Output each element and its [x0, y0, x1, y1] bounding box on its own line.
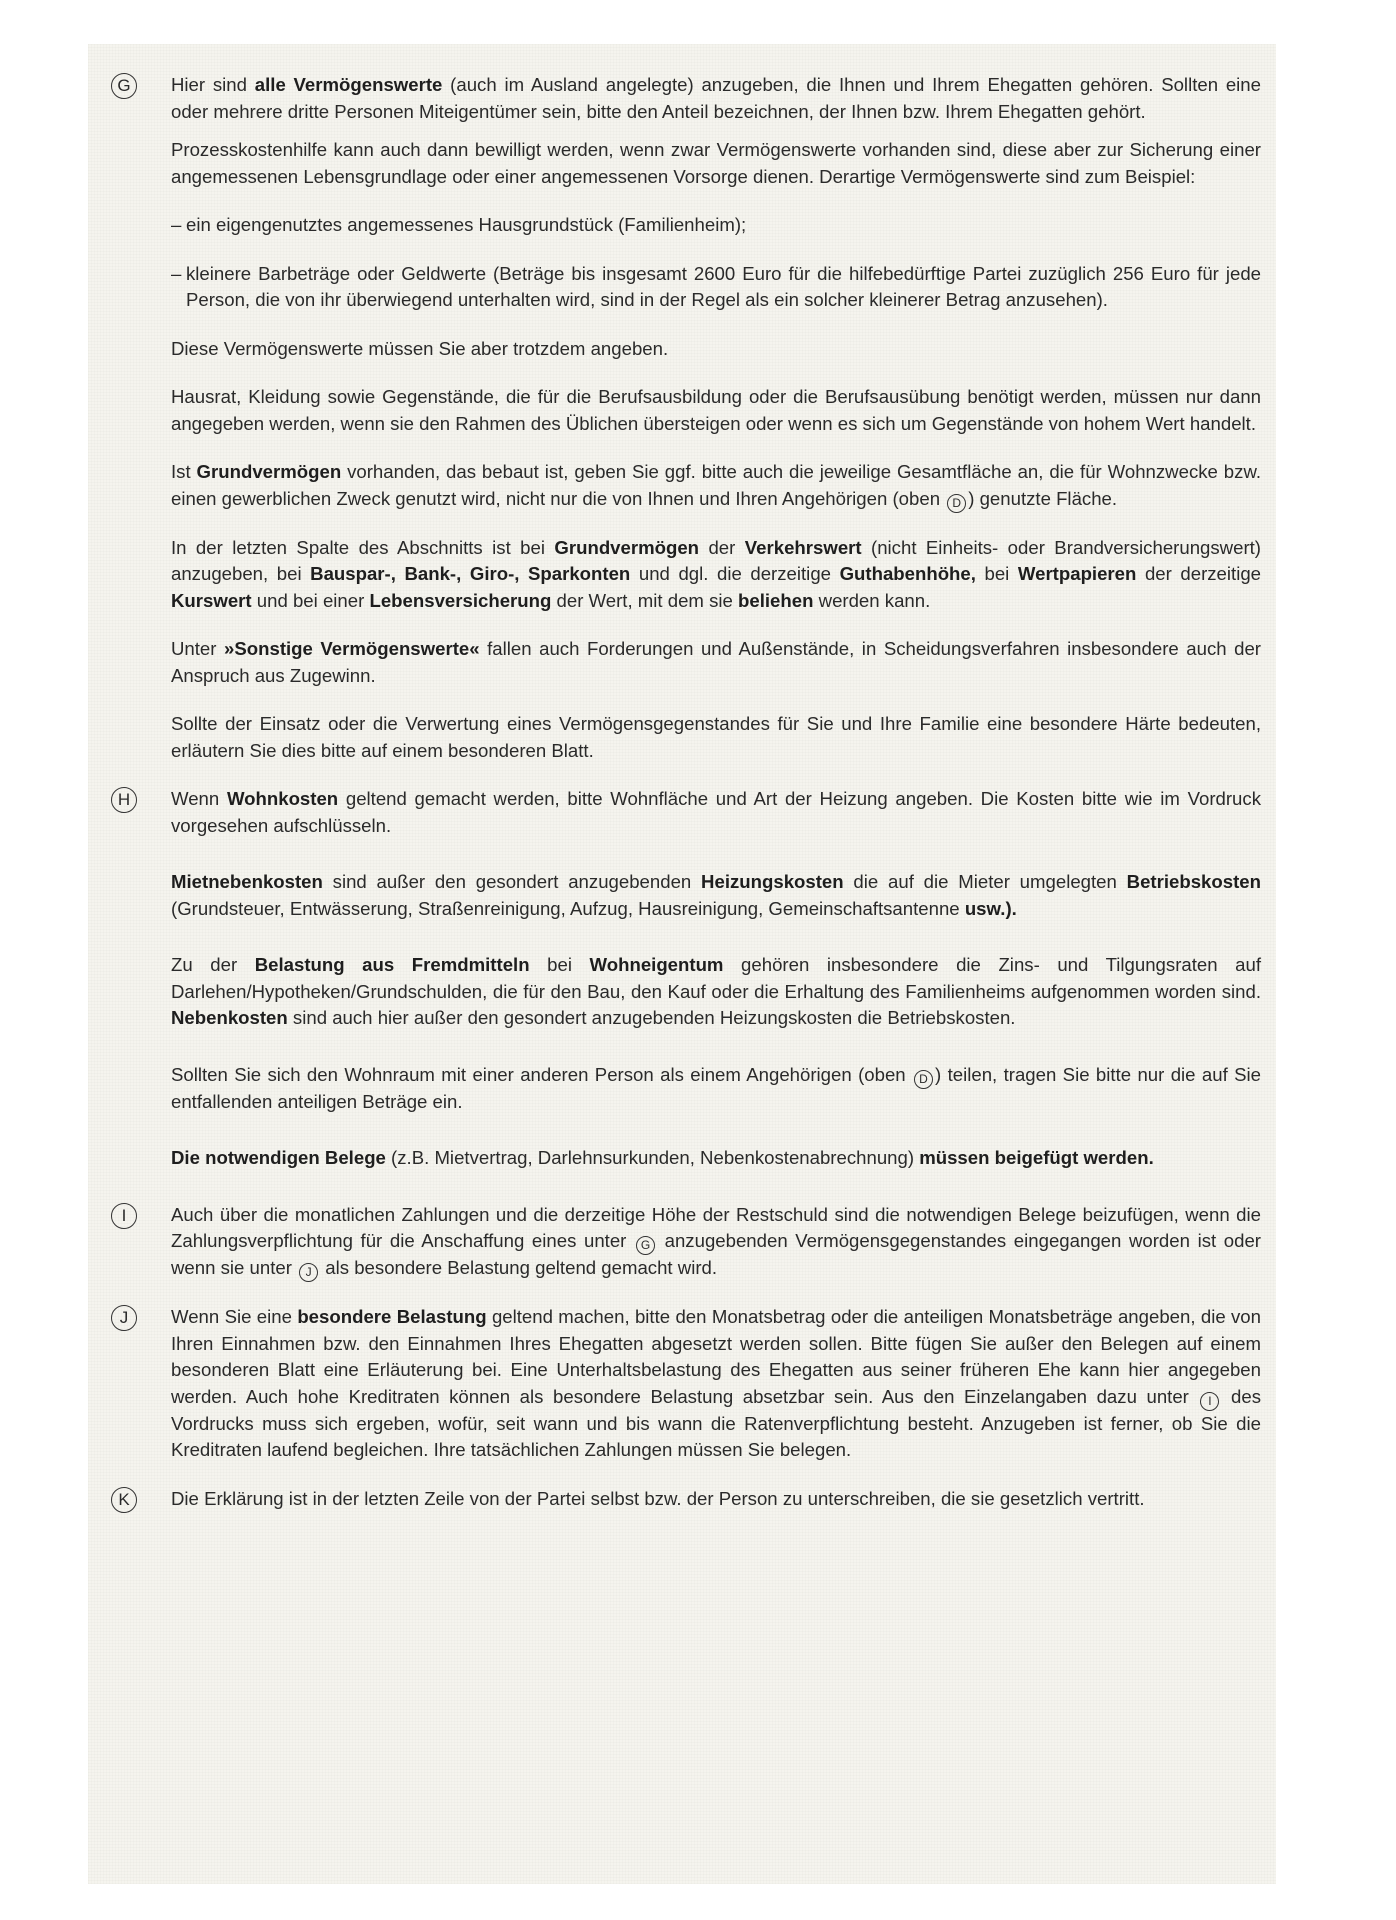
paragraph: Prozesskostenhilfe kann auch dann bewilligt werden, wenn zwar Vermögenswerte vorhanden sind, diese aber zur Sicherung einer angemessenen Lebensgrundlage oder einer angemessenen Vorsorge dienen. Derartige Vermögenswerte sind zum Beispiel:: [171, 139, 1261, 187]
paragraph: Hausrat, Kleidung sowie Gegenstände, die für die Berufsausbildung oder die Berufsausübung benötigt werden, müssen nur dann angegeben werden, wenn sie den Rahmen des Üblichen übersteigen oder wenn es sich um Gegenstände von hohem Wert handelt.: [171, 386, 1261, 434]
section-h: [111, 786, 1261, 1172]
section-ref-i: I: [1200, 1392, 1219, 1411]
section-marker-h: H: [111, 787, 137, 813]
paragraph: Die Erklärung ist in der letzten Zeile von der Partei selbst bzw. der Person zu unterschreiben, die sie gesetzlich vertritt.: [171, 1487, 1145, 1509]
paragraph: Sollte der Einsatz oder die Verwertung eines Vermögensgegenstandes für Sie und Ihre Familie eine besondere Härte bedeuten, erläutern Sie dies bitte auf einem besonderen Blatt.: [171, 713, 1261, 761]
section-i: [111, 1202, 1261, 1283]
section-marker-i: I: [111, 1203, 137, 1229]
paragraph: Sollten Sie sich den Wohnraum mit einer anderen Person als einem Angehörigen (oben D ) teilen, tragen Sie bitte nur die auf Sie entfallenden anteiligen Beträge ein.: [171, 1063, 1261, 1112]
section-marker-k: K: [111, 1487, 137, 1513]
paragraph: Diese Vermögenswerte müssen Sie aber trotzdem angeben.: [171, 337, 669, 359]
paragraph: Hier sind alle Vermögenswerte (auch im Ausland angelegte) anzugeben, die Ihnen und Ihrem Ehegatten gehören. Sollten eine oder mehrere dritte Personen Miteigentümer sein, bitte den Anteil bezeichnen, der Ihnen bzw. Ihrem Ehegatten gehört.: [171, 74, 1261, 122]
dash-bullet: –: [171, 262, 182, 284]
section-g: [111, 72, 1261, 764]
list-item: – kleinere Barbeträge oder Geldwerte (Beträge bis insgesamt 2600 Euro für die hilfebedürftige Partei zuzüglich 256 Euro für jede Person, die von ihr überwiegend unterhalten wird, sind in der Regel als ein solcher kleinerer Betrag anzusehen).: [171, 262, 1261, 310]
section-ref-g: G: [636, 1236, 655, 1255]
paragraph: Zu der Belastung aus Fremdmitteln bei Wohneigentum gehören insbesondere die Zins- und Tilgungsraten auf Darlehen/Hypotheken/Grundschulden, die für den Bau, den Kauf oder die Erhaltung des Familienheims aufgenommen worden sind. Nebenkosten sind auch hier außer den gesondert anzugebenden Heizungskosten die Betriebskosten.: [171, 954, 1261, 1028]
section-j: [111, 1304, 1261, 1464]
paragraph: Wenn Wohnkosten geltend gemacht werden, bitte Wohnfläche und Art der Heizung angeben. Die Kosten bitte wie im Vordruck vorgesehen aufschlüsseln.: [171, 788, 1261, 836]
list-item: – ein eigengenutztes angemessenes Hausgrundstück (Familienheim);: [171, 212, 1261, 239]
document-body: [111, 72, 1261, 1524]
paragraph: Die notwendigen Belege (z.B. Mietvertrag, Darlehnsurkunden, Nebenkostenabrechnung) müssen beigefügt werden.: [171, 1147, 1154, 1168]
paragraph: Unter »Sonstige Vermögenswerte« fallen auch Forderungen und Außenstände, in Scheidungsverfahren insbesondere auch der Anspruch aus Zugewinn.: [171, 638, 1261, 686]
dash-bullet: –: [171, 214, 182, 235]
paragraph: Mietnebenkosten sind außer den gesondert anzugebenden Heizungskosten die auf die Mieter umgelegten Betriebskosten (Grundsteuer, Entwässerung, Straßenreinigung, Aufzug, Hausreinigung, Gemeinschaftsantenne usw.).: [171, 871, 1261, 919]
section-ref-d: D: [947, 494, 966, 513]
section-ref-j: J: [299, 1263, 318, 1282]
paragraph: In der letzten Spalte des Abschnitts ist bei Grundvermögen der Verkehrswert (nicht Einheits- oder Brandversicherungswert) anzugeben, bei Bauspar-, Bank-, Giro-, Sparkonten und dgl. die derzeitige Guthabenhöhe, bei Wertpapieren der derzeitige Kurswert und bei einer Lebensversicherung der Wert, mit dem sie beliehen werden kann.: [171, 536, 1262, 611]
section-k: [111, 1486, 1261, 1513]
section-marker-g: G: [111, 73, 137, 99]
section-marker-j: J: [111, 1305, 137, 1331]
section-ref-d: D: [914, 1070, 933, 1089]
paragraph: Wenn Sie eine besondere Belastung geltend machen, bitte den Monatsbetrag oder die anteiligen Monatsbeträge angeben, die von Ihren Einnahmen bzw. den Einnahmen Ihres Ehegatten abgesetzt werden sollen. Bitte fügen Sie außer den Belegen auf einem besonderen Blatt eine Erläuterung bei. Eine Unterhaltsbelastung des Ehegatten aus seiner früheren Ehe kann hier angegeben werden. Auch hohe Kreditraten können als besondere Belastung absetzbar sein. Aus den Einzelangaben dazu unter I des Vordrucks muss sich ergeben, wofür, seit wann und bis wann die Ratenverpflichtung besteht. Anzugeben ist ferner, ob Sie die Kreditraten laufend begleichen. Ihre tatsächlichen Zahlungen müssen Sie belegen.: [171, 1306, 1261, 1460]
paragraph: Ist Grundvermögen vorhanden, das bebaut ist, geben Sie ggf. bitte auch die jeweilige Gesamtfläche an, die für Wohnzwecke bzw. einen gewerblichen Zweck genutzt wird, nicht nur die von Ihnen und Ihren Angehörigen (oben D ) genutzte Fläche.: [171, 459, 1261, 513]
paragraph: Auch über die monatlichen Zahlungen und die derzeitige Höhe der Restschuld sind die notwendigen Belege beizufügen, wenn die Zahlungsverpflichtung für die Anschaffung eines unter G anzugebenden Vermögensgegenstandes eingegangen worden ist oder wenn sie unter J als besondere Belastung geltend gemacht wird.: [171, 1202, 1261, 1283]
